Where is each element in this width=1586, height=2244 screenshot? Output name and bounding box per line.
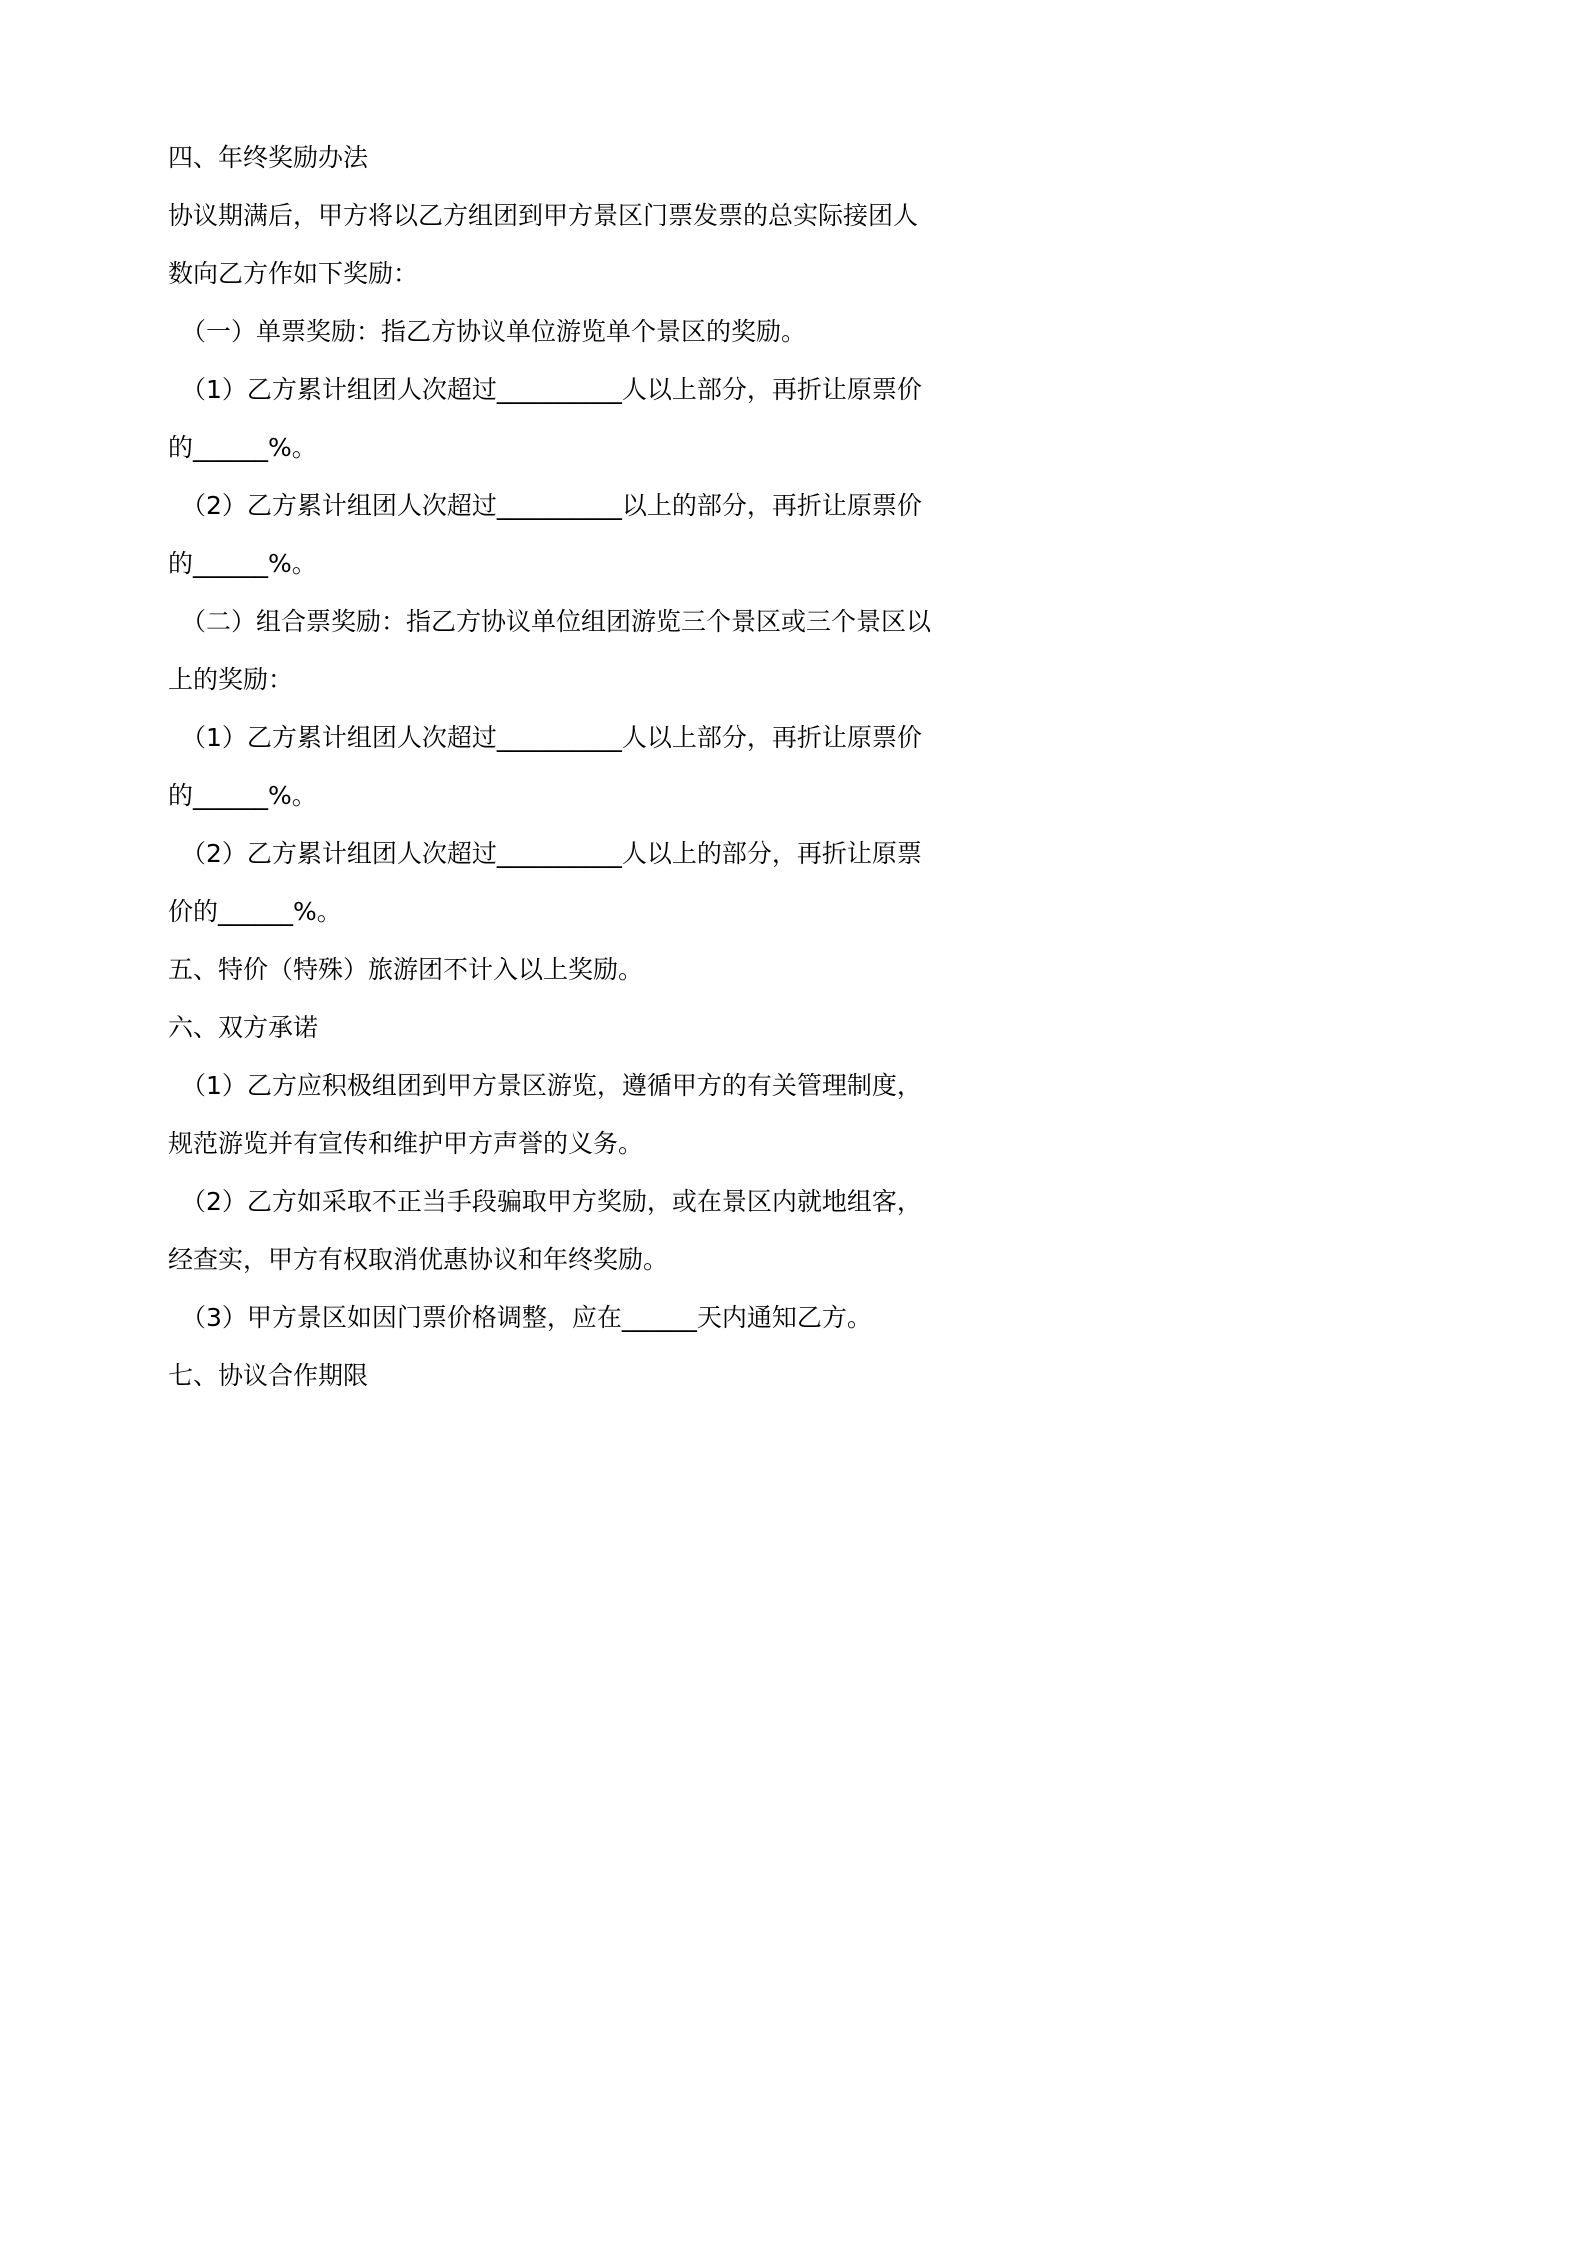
paragraph-line: 经查实，甲方有权取消优惠协议和年终奖励。 — [168, 1245, 669, 1274]
section-heading-mutual-commitments: 六、双方承诺 — [168, 1013, 319, 1042]
document-page — [0, 0, 1103, 1561]
paragraph-line: （2）乙方累计组团人次超过__________以上的部分，再折让原票价 — [181, 491, 922, 520]
section-heading-special-groups: 五、特价（特殊）旅游团不计入以上奖励。 — [168, 955, 644, 984]
paragraph-line: 的______%。 — [168, 433, 317, 462]
section-heading-agreement-term: 七、协议合作期限 — [168, 1361, 369, 1390]
paragraph-line: （2）乙方如采取不正当手段骗取甲方奖励，或在景区内就地组客， — [181, 1187, 922, 1216]
paragraph-line: （1）乙方累计组团人次超过__________人以上部分，再折让原票价 — [181, 375, 922, 404]
paragraph-line: 价的______%。 — [168, 897, 342, 926]
paragraph-line: 规范游览并有宣传和维护甲方声誉的义务。 — [168, 1129, 644, 1158]
subsection-heading-combo-ticket: （二）组合票奖励：指乙方协议单位组团游览三个景区或三个景区以 — [181, 607, 932, 636]
subsection-heading-single-ticket: （一）单票奖励：指乙方协议单位游览单个景区的奖励。 — [181, 317, 807, 346]
paragraph-line: 的______%。 — [168, 549, 317, 578]
paragraph-line: 协议期满后，甲方将以乙方组团到甲方景区门票发票的总实际接团人 — [168, 201, 919, 230]
paragraph-line: （1）乙方累计组团人次超过__________人以上部分，再折让原票价 — [181, 723, 922, 752]
paragraph-line: 的______%。 — [168, 781, 317, 810]
paragraph-line: 上的奖励： — [168, 665, 294, 694]
paragraph-line: （1）乙方应积极组团到甲方景区游览，遵循甲方的有关管理制度， — [181, 1071, 922, 1100]
paragraph-line: （3）甲方景区如因门票价格调整，应在______天内通知乙方。 — [181, 1303, 872, 1332]
paragraph-line: （2）乙方累计组团人次超过__________人以上的部分，再折让原票 — [181, 839, 922, 868]
section-heading-year-end-reward: 四、年终奖励办法 — [168, 143, 369, 172]
paragraph-line: 数向乙方作如下奖励： — [168, 259, 419, 288]
